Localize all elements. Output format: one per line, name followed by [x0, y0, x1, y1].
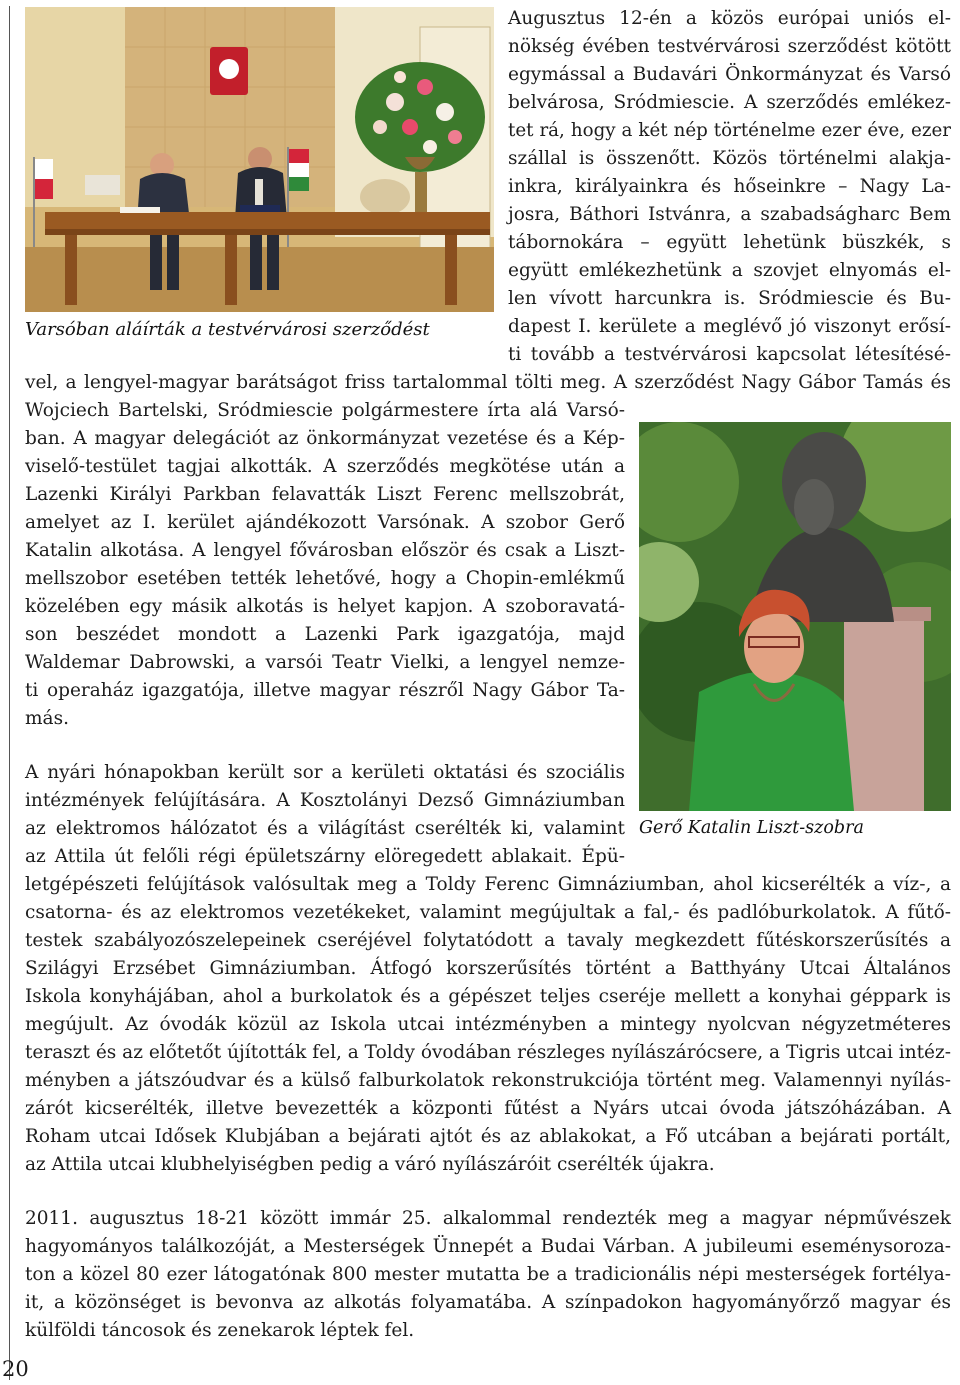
text-line: A nyári hónapokban került sor a kerületi oktatási és szociális [25, 762, 625, 783]
text-line: Augusztus 12-én a közös európai uniós el- [508, 8, 951, 29]
text-line: ményben a játszóudvar és a külső falburkolatok rekonstrukciója történt meg. Valamennyi nyílás- [25, 1070, 951, 1091]
text-line: Iskola konyhájában, ahol a burkolatok és a gépészet teljes cseréje mellett a konyhai géppark is [25, 986, 951, 1007]
text-line: együtt emlékezhetünk a szovjet elnyomás el- [508, 260, 951, 281]
text-line: teraszt és az előtetőt újították fel, a Toldy óvodában részleges nyílászárócsere, a Tigris utcai intéz- [25, 1042, 951, 1063]
text-line: Lazenki Királyi Parkban felavatták Liszt Ferenc mellszobrát, [25, 484, 625, 505]
text-line: külföldi táncosok és zenekarok léptek fel. [25, 1320, 415, 1341]
page-margin-rule [9, 6, 10, 1380]
text-line: csatorna- és az elektromos vezetékeket, valamint megújultak a fal,- és padlóburkolatok. A fűtő- [25, 902, 951, 923]
text-line: dapest I. kerülete a meglévő jó viszonyt erősí- [508, 316, 951, 337]
text-line: Wojciech Bartelski, Sródmiescie polgármestere írta alá Varsó- [25, 400, 625, 421]
page-number: 20 [2, 1357, 29, 1381]
text-line: ti operaház igazgatója, illetve magyar részről Nagy Gábor Ta- [25, 680, 625, 701]
signing-photo-caption: Varsóban aláírták a testvérvárosi szerződést [25, 319, 430, 340]
text-line: zárót kicserélték, illetve bevezették a központi fűtést a Nyárs utcai óvoda játszóházában. A [25, 1098, 951, 1119]
text-line: intézmények felújítására. A Kosztolányi Dezső Gimnáziumban [25, 790, 625, 811]
text-line: nökség évében testvérvárosi szerződést kötött [508, 36, 951, 57]
text-line: 2011. augusztus 18-21 között immár 25. alkalommal rendezték meg a magyar népművészek [25, 1208, 951, 1229]
text-line: son beszédet mondott a Lazenki Park igazgatója, majd [25, 624, 625, 645]
text-line: inkra, királyainkra és hőseinkre – Nagy La- [508, 176, 951, 197]
text-line: közelében egy másik alkotás is helyet kapjon. A szoboravatá- [25, 596, 625, 617]
text-line: josra, Báthori Istvánra, a szabadságharc Bem [508, 204, 951, 225]
text-line: viselő-testület tagjai alkották. A szerződés megkötése után a [25, 456, 625, 477]
text-line: len vívott harcunkra is. Sródmiescie és Bu- [508, 288, 951, 309]
text-line: tábornokára – együtt lehetünk büszkék, s [508, 232, 951, 253]
text-line: mellszobor esetében tették lehetővé, hogy a Chopin-emlékmű [25, 568, 625, 589]
bust-photo-caption: Gerő Katalin Liszt-szobra [639, 818, 864, 838]
text-line: ban. A magyar delegációt az önkormányzat vezetése és a Kép- [25, 428, 625, 449]
text-line: Katalin alkotása. A lengyel fővárosban először és csak a Liszt- [25, 540, 625, 561]
text-line: tet rá, hogy a két nép történelme ezer éve, ezer [508, 120, 951, 141]
text-line: letgépészeti felújítások valósultak meg a Toldy Ferenc Gimnáziumban, ahol kicserélték a víz-, a [25, 874, 951, 895]
text-line: it, a közönséget is bevonva az alkotás folyamatába. A színpadokon hagyományőrző magyar és [25, 1292, 951, 1313]
text-line: Roham utcai Idősek Klubjában a bejárati ajtót és az ablakokat, a Fő utcában a bejárati portált, [25, 1126, 951, 1147]
text-line: más. [25, 708, 69, 729]
text-line: Szilágyi Erzsébet Gimnáziumban. Átfogó korszerűsítés történt a Batthyány Utcai Általános [25, 958, 951, 979]
text-line: hagyományos találkozóját, a Mesterségek Ünnepét a Budai Várban. A jubileumi eseménysoroza- [25, 1236, 951, 1257]
text-line: egymással a Budavári Önkormányzat és Varsó [508, 64, 951, 85]
liszt-bust-photo [639, 422, 951, 811]
text-line: az Attila utcai klubhelyiségben pedig a váró nyílászáróit cserélték újakra. [25, 1154, 715, 1175]
signing-ceremony-photo [25, 7, 494, 312]
text-line: szállal is összenőtt. Közös történelmi alakja- [508, 148, 951, 169]
text-line: testek szabályozószelepeinek cseréjével folytatódott a tavaly megkezdett fűtéskorszerűsítés a [25, 930, 951, 951]
text-line: ti tovább a testvérvárosi kapcsolat létesítésé- [508, 344, 951, 365]
text-line: megújult. Az óvodák közül az Iskola utcai intézményben a mintegy nyolcvan négyzetméteres [25, 1014, 951, 1035]
text-line: vel, a lengyel-magyar barátságot friss tartalommal tölti meg. A szerződést Nagy Gábor Tamás és [25, 372, 951, 393]
text-line: az Attila út felőli régi épületszárny elöregedett ablakait. Épü- [25, 846, 625, 867]
text-line: ton a közel 80 ezer látogatónak 800 mester mutatta be a tradicionális népi mesterségek fortélya- [25, 1264, 951, 1285]
text-line: az elektromos hálózatot és a világítást cserélték ki, valamint [25, 818, 625, 839]
text-line: Waldemar Dabrowski, a varsói Teatr Vielki, a lengyel nemze- [25, 652, 625, 673]
text-line: belvárosa, Sródmiescie. A szerződés emlékez- [508, 92, 951, 113]
text-line: amelyet az I. kerület ajándékozott Varsónak. A szobor Gerő [25, 512, 625, 533]
